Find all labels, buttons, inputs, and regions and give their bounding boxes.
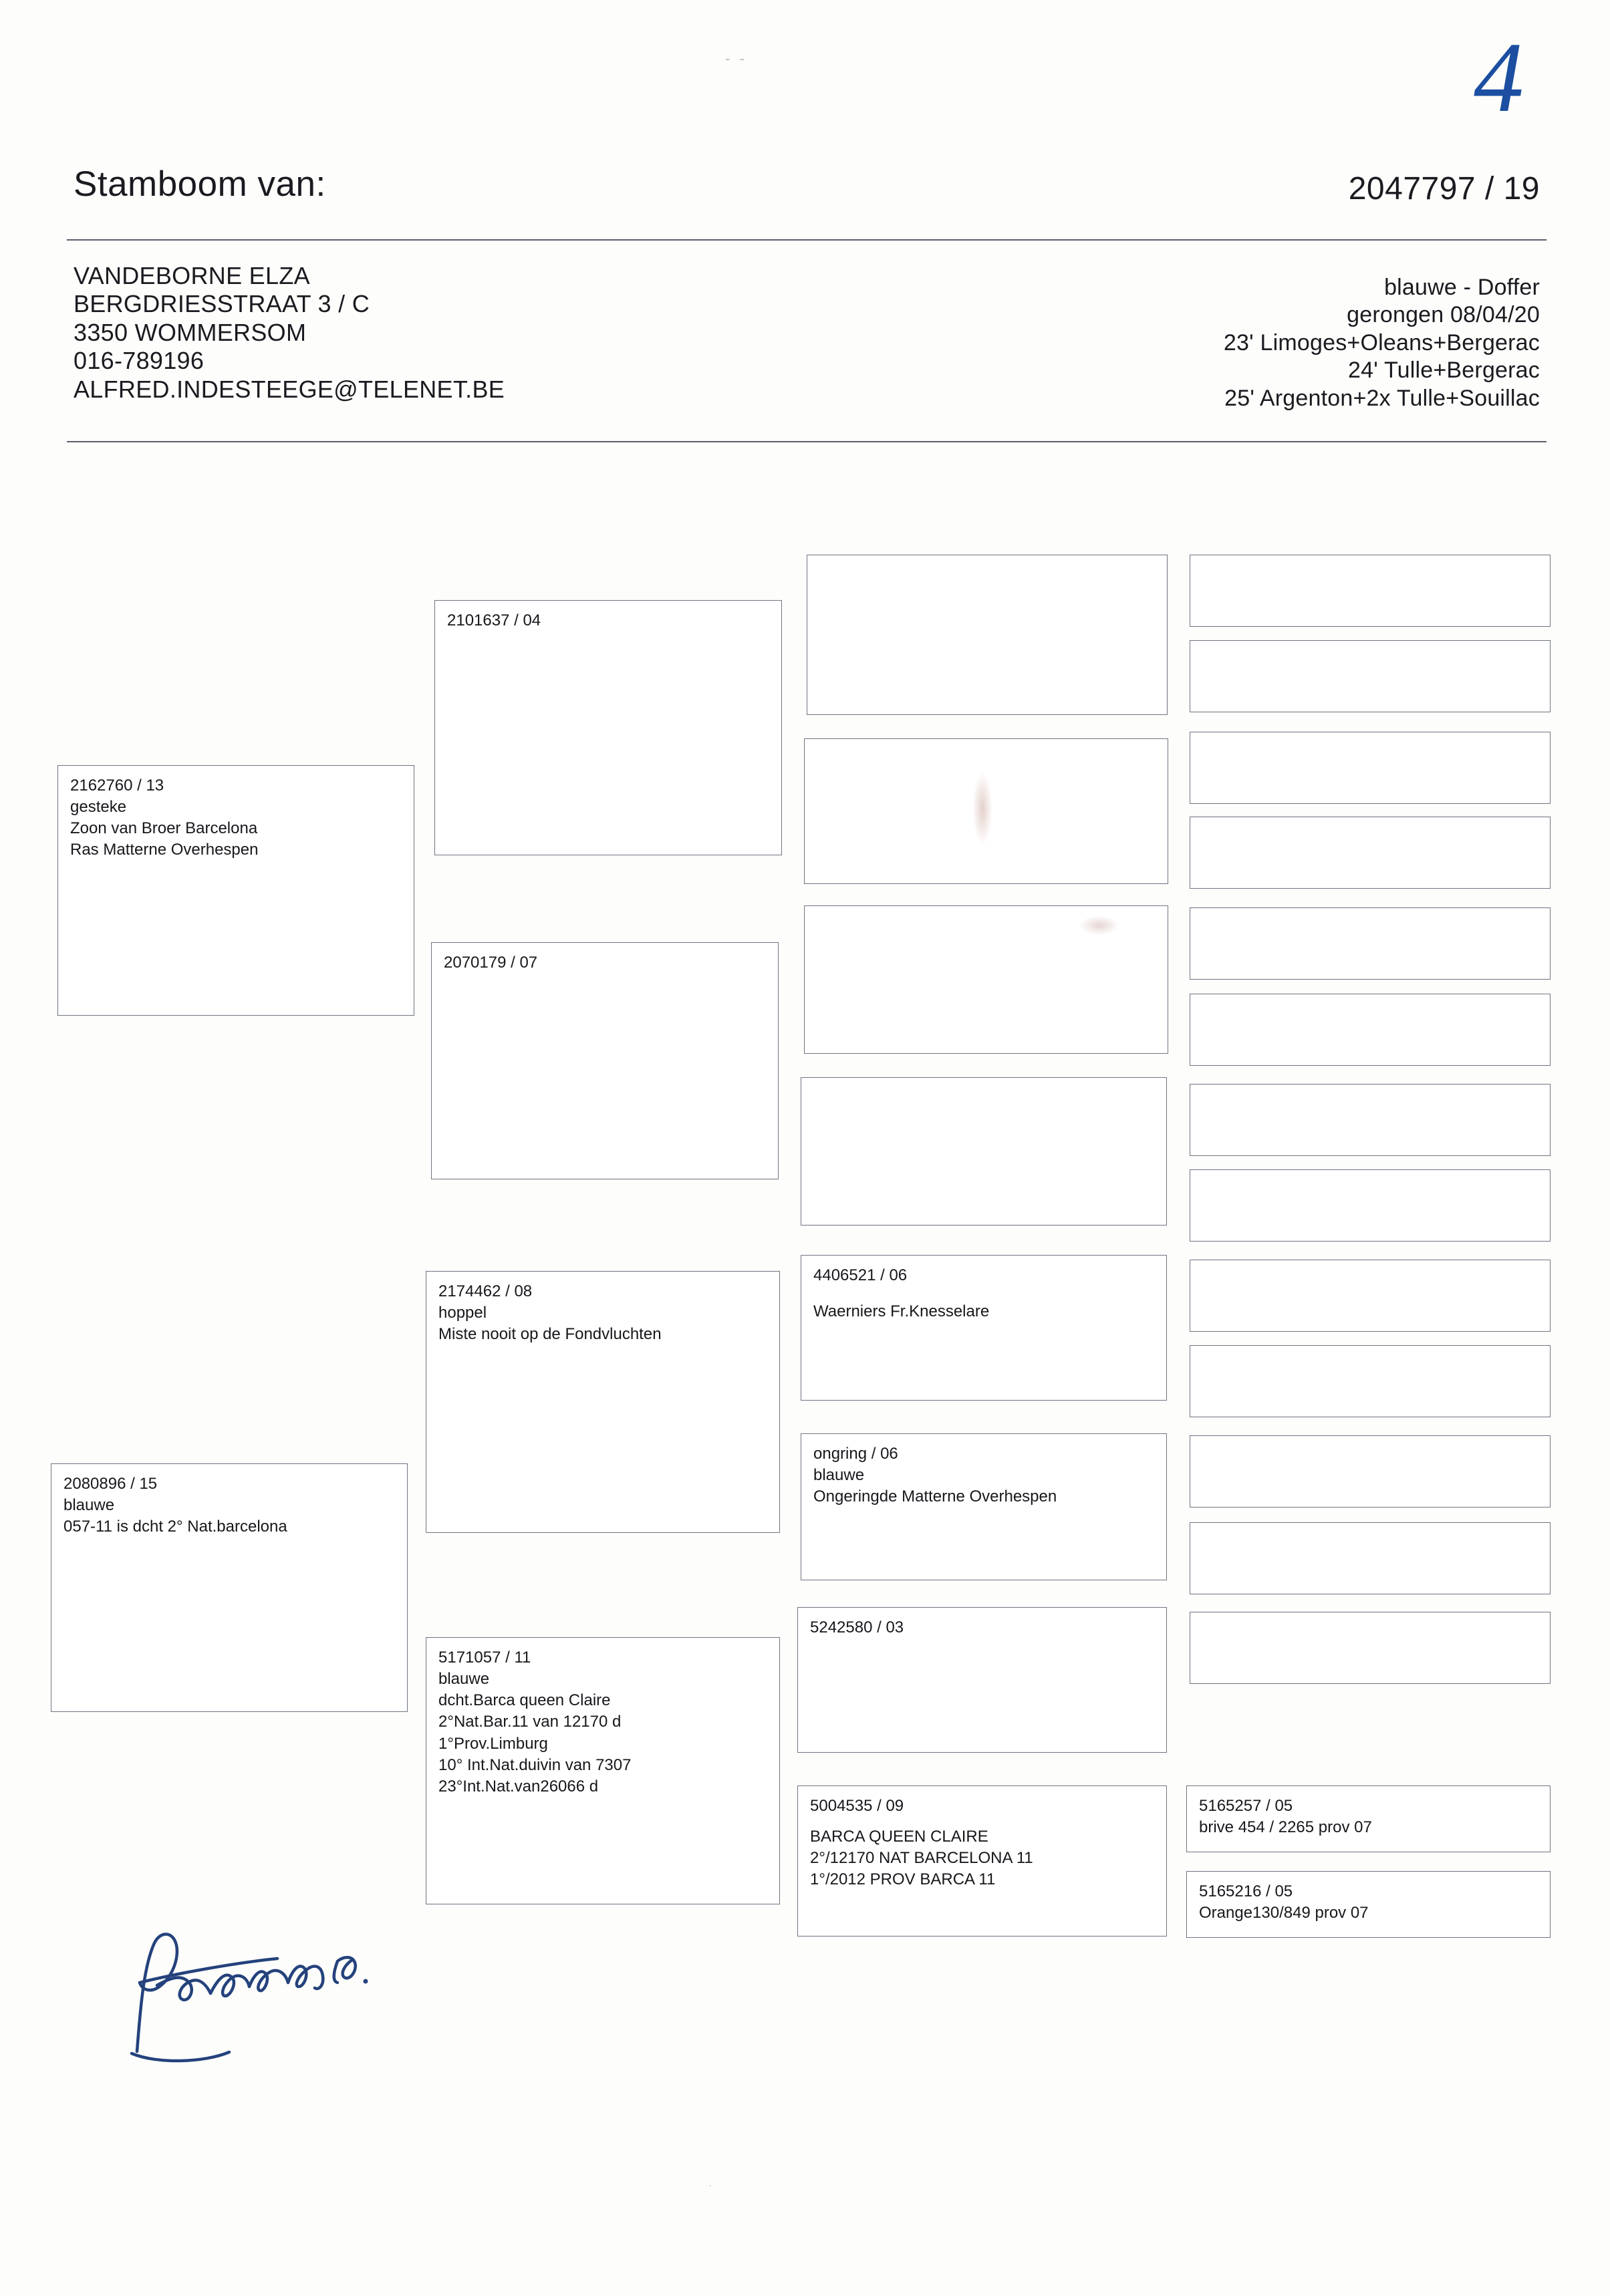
ddd-line-4: 2°/12170 NAT BARCELONA 11: [810, 1849, 1033, 1868]
racing-block: [1224, 274, 1540, 412]
g4-14-line-2: brive 454 / 2265 prov 07: [1199, 1818, 1372, 1837]
handwritten-page-number: 4: [1474, 22, 1522, 133]
pedigree-box-g4-13: [1190, 1612, 1551, 1684]
g4-15-line-2: Orange130/849 prov 07: [1199, 1904, 1369, 1922]
pedigree-box-g4-5: [1190, 907, 1551, 980]
dd-line-5: 1°Prov.Limburg: [438, 1734, 548, 1753]
racing-line-5: 25' Argenton+2x Tulle+Souillac: [1224, 385, 1540, 411]
pedigree-box-ss: [434, 600, 782, 855]
owner-line-5: ALFRED.INDESTEEGE@TELENET.BE: [74, 375, 505, 403]
pedigree-box-g4-6: [1190, 994, 1551, 1066]
dsd-line-1: ongring / 06: [813, 1445, 898, 1463]
ds-line-1: 2174462 / 08: [438, 1282, 533, 1300]
sire-line-3: Zoon van Broer Barcelona: [70, 819, 258, 838]
pedigree-box-sire: [57, 765, 414, 1016]
pedigree-box-sd: [431, 942, 779, 1179]
dd-line-3: dcht.Barca queen Claire: [438, 1691, 611, 1710]
racing-line-3: 23' Limoges+Oleans+Bergerac: [1223, 329, 1540, 355]
pedigree-box-ds: [426, 1271, 780, 1533]
racing-line-4: 24' Tulle+Bergerac: [1348, 357, 1540, 384]
dd-line-4: 2°Nat.Bar.11 van 12170 d: [438, 1713, 622, 1731]
owner-line-3: 3350 WOMMERSOM: [74, 318, 307, 346]
pedigree-box-g4-2: [1190, 640, 1551, 712]
pedigree-box-g4-12: [1190, 1522, 1551, 1594]
page-title: Stamboom van:: [74, 164, 326, 204]
dd-line-7: 23°Int.Nat.van26066 d: [438, 1777, 599, 1796]
ddd-line-5: 1°/2012 PROV BARCA 11: [810, 1870, 996, 1889]
pedigree-box-g4-3: [1190, 732, 1551, 804]
ddd-line-2: [810, 1817, 1154, 1826]
pedigree-box-g4-10: [1190, 1345, 1551, 1417]
pedigree-box-g4-4: [1190, 817, 1551, 889]
pedigree-box-g4-8: [1190, 1169, 1551, 1242]
dam-line-1: 2080896 / 15: [63, 1475, 158, 1493]
faint-top-mark: - -: [725, 50, 747, 67]
scan-smudge-2: [1079, 915, 1119, 936]
racing-line-2: gerongen 08/04/20: [1347, 302, 1540, 328]
dss-line-2: [813, 1286, 1154, 1301]
pedigree-box-g4-1: [1190, 555, 1551, 627]
dsd-line-2: blauwe: [813, 1466, 865, 1485]
dd-line-2: blauwe: [438, 1670, 490, 1689]
dd-line-6: 10° Int.Nat.duivin van 7307: [438, 1755, 632, 1774]
pedigree-box-dd: [426, 1637, 780, 1904]
dss-line-3: Waerniers Fr.Knesselare: [813, 1302, 990, 1321]
owner-line-1: VANDEBORNE ELZA: [74, 262, 310, 289]
pedigree-box-ddd: [797, 1785, 1167, 1936]
sire-line-2: gesteke: [70, 798, 127, 817]
dam-line-3: 057-11 is dcht 2° Nat.barcelona: [63, 1518, 287, 1536]
pedigree-box-sdd: [801, 1077, 1167, 1226]
dds-line-1: 5242580 / 03: [810, 1618, 904, 1636]
header-divider: [67, 239, 1547, 241]
pedigree-box-dam: [51, 1463, 408, 1712]
scan-smudge-1: [972, 772, 992, 845]
pedigree-box-dsd: [801, 1433, 1167, 1580]
ss-line-1: 2101637 / 04: [447, 611, 541, 629]
ds-line-3: Miste nooit op de Fondvluchten: [438, 1325, 662, 1344]
g4-14-line-1: 5165257 / 05: [1199, 1797, 1293, 1815]
dd-line-1: 5171057 / 11: [438, 1648, 531, 1667]
sire-line-4: Ras Matterne Overhespen: [70, 841, 259, 859]
pedigree-box-g4-14: [1186, 1785, 1551, 1852]
racing-line-1: blauwe - Doffer: [1384, 275, 1540, 300]
ddd-line-1: 5004535 / 09: [810, 1797, 904, 1815]
owner-line-2: BERGDRIESSTRAAT 3 / C: [74, 290, 370, 318]
dss-line-1: 4406521 / 06: [813, 1266, 908, 1284]
pedigree-box-g4-15: [1186, 1871, 1551, 1938]
g4-15-line-1: 5165216 / 05: [1199, 1882, 1293, 1900]
pedigree-box-g4-9: [1190, 1260, 1551, 1332]
pedigree-box-g4-7: [1190, 1084, 1551, 1156]
sd-line-1: 2070179 / 07: [444, 954, 538, 972]
pedigree-box-dds: [797, 1607, 1167, 1753]
pedigree-box-sss: [807, 555, 1168, 715]
sire-line-1: 2162760 / 13: [70, 776, 164, 795]
owner-signature: [117, 1921, 464, 2075]
pedigree-box-dss: [801, 1255, 1167, 1401]
pedigree-box-g4-11: [1190, 1435, 1551, 1508]
header-divider-2: [67, 441, 1547, 442]
footer-faint-mark: .: [708, 2175, 712, 2190]
ring-number: 2047797 / 19: [1348, 171, 1540, 206]
dam-line-2: blauwe: [63, 1496, 115, 1515]
ds-line-2: hoppel: [438, 1304, 487, 1322]
owner-line-4: 016-789196: [74, 347, 205, 375]
ddd-line-3: BARCA QUEEN CLAIRE: [810, 1828, 988, 1846]
dsd-line-3: Ongeringde Matterne Overhespen: [813, 1487, 1057, 1506]
owner-block: [74, 262, 505, 404]
